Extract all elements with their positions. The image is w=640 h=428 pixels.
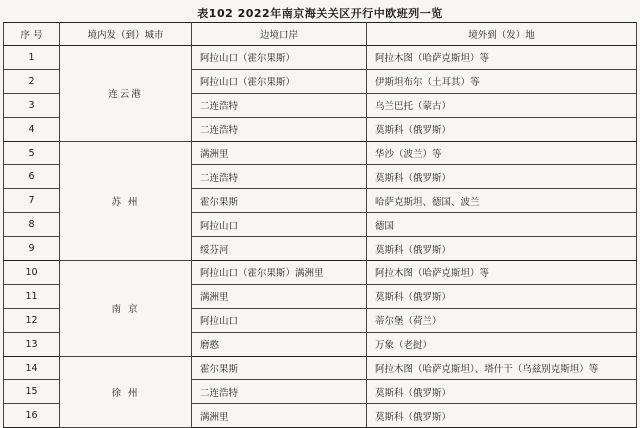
cell-domestic-city: 苏 州 <box>60 141 192 260</box>
cell-border-port: 阿拉山口（霍尔果斯）满洲里 <box>192 261 367 285</box>
cell-domestic-city: 徐 州 <box>60 356 192 428</box>
cell-border-port: 满洲里 <box>192 404 367 428</box>
cell-foreign-destination: 莫斯科（俄罗斯） <box>367 237 637 261</box>
cell-foreign-destination: 莫斯科（俄罗斯） <box>367 165 637 189</box>
cell-border-port: 磨憨 <box>192 332 367 356</box>
cell-seq: 11 <box>4 284 60 308</box>
header-domestic-city: 境内发（到）城市 <box>60 23 192 46</box>
header-border-port: 边境口岸 <box>192 23 367 46</box>
cell-seq: 9 <box>4 237 60 261</box>
cell-foreign-destination: 阿拉木图（哈萨克斯坦）、塔什干（乌兹别克斯坦）等 <box>367 356 637 380</box>
cell-border-port: 绥芬河 <box>192 237 367 261</box>
cell-seq: 16 <box>4 404 60 428</box>
header-foreign-destination: 境外到（发）地 <box>367 23 637 46</box>
cell-seq: 7 <box>4 189 60 213</box>
cell-seq: 3 <box>4 93 60 117</box>
table-row <box>4 46 637 70</box>
cell-seq: 4 <box>4 117 60 141</box>
cell-seq: 8 <box>4 213 60 237</box>
cell-seq: 5 <box>4 141 60 165</box>
cell-border-port: 阿拉山口（霍尔果斯） <box>192 69 367 93</box>
cell-seq: 1 <box>4 46 60 70</box>
cell-foreign-destination: 莫斯科（俄罗斯） <box>367 380 637 404</box>
cell-seq: 6 <box>4 165 60 189</box>
cell-seq: 13 <box>4 332 60 356</box>
cell-seq: 10 <box>4 261 60 285</box>
cell-foreign-destination: 华沙（波兰）等 <box>367 141 637 165</box>
cell-border-port: 二连浩特 <box>192 93 367 117</box>
cell-foreign-destination: 莫斯科（俄罗斯） <box>367 404 637 428</box>
cell-foreign-destination: 莫斯科（俄罗斯） <box>367 117 637 141</box>
table-body <box>4 46 637 428</box>
cell-border-port: 霍尔果斯 <box>192 356 367 380</box>
cell-foreign-destination: 阿拉木图（哈萨克斯坦）等 <box>367 261 637 285</box>
table-title: 表102 2022年南京海关关区开行中欧班列一览 <box>197 7 443 20</box>
table-row <box>4 261 637 285</box>
cell-foreign-destination: 万象（老挝） <box>367 332 637 356</box>
cell-domestic-city: 连云港 <box>60 46 192 142</box>
cell-domestic-city: 南 京 <box>60 261 192 357</box>
cell-border-port: 阿拉山口 <box>192 213 367 237</box>
cell-border-port: 霍尔果斯 <box>192 189 367 213</box>
cell-border-port: 二连浩特 <box>192 165 367 189</box>
cell-foreign-destination: 德国 <box>367 213 637 237</box>
cell-foreign-destination: 蒂尔堡（荷兰） <box>367 308 637 332</box>
cell-seq: 15 <box>4 380 60 404</box>
header-seq: 序 号 <box>4 23 60 46</box>
cell-foreign-destination: 乌兰巴托（蒙古） <box>367 93 637 117</box>
cell-border-port: 阿拉山口（霍尔果斯） <box>192 46 367 70</box>
cell-border-port: 满洲里 <box>192 284 367 308</box>
cell-border-port: 二连浩特 <box>192 380 367 404</box>
table-row <box>4 141 637 165</box>
cell-seq: 2 <box>4 69 60 93</box>
cell-seq: 12 <box>4 308 60 332</box>
cell-foreign-destination: 莫斯科（俄罗斯） <box>367 284 637 308</box>
cell-foreign-destination: 哈萨克斯坦、德国、波兰 <box>367 189 637 213</box>
header-row <box>4 23 637 46</box>
table-row <box>4 356 637 380</box>
cell-foreign-destination: 阿拉木图（哈萨克斯坦）等 <box>367 46 637 70</box>
china-europe-train-table <box>3 22 637 428</box>
cell-border-port: 阿拉山口 <box>192 308 367 332</box>
cell-border-port: 二连浩特 <box>192 117 367 141</box>
cell-foreign-destination: 伊斯坦布尔（土耳其）等 <box>367 69 637 93</box>
cell-seq: 14 <box>4 356 60 380</box>
cell-border-port: 满洲里 <box>192 141 367 165</box>
